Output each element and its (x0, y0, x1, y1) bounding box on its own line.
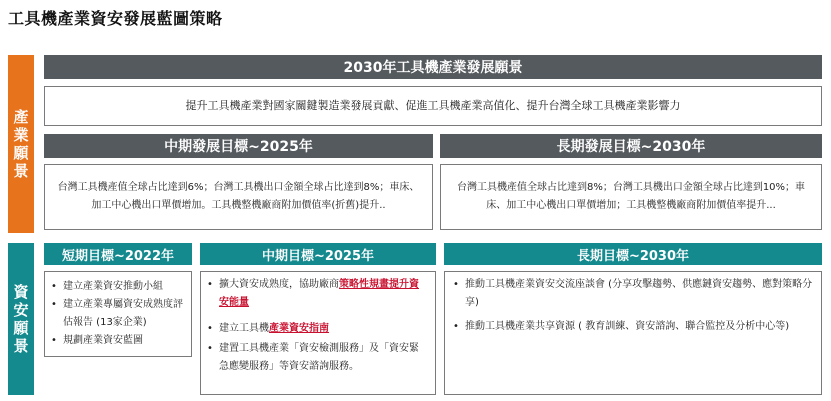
mid-term-item-text: 建置工具機產業「資安檢測服務」及「資安緊急應變服務」等資安諮詢服務。 (219, 343, 419, 372)
security-vision-side-label (8, 243, 34, 395)
mid-development-goal-text: 台灣工具機產值全球占比達到6%；台灣工具機出口金額全球占比達到8%；車床、加工中心機出口單價增加。工具機整機廠商附加價值率(折舊)提升.. (44, 164, 433, 230)
long-term-item: • 推動工具機產業共享資源 ( 教育訓練、資安諮詢、聯合監控及分析中心等) (451, 318, 813, 336)
mid-term-item (205, 320, 427, 338)
short-term-item: • 建立產業資安推動小組 (49, 278, 185, 296)
mid-term-item-highlight: 策略性規畫提升資安能量 (219, 279, 419, 308)
mid-term-item (205, 340, 427, 376)
mid-term-goal-box (200, 271, 436, 395)
short-term-item: • 規劃產業資安藍圖 (49, 332, 185, 350)
mid-term-item (205, 276, 427, 312)
long-term-goal-header: 長期目標~2030年 (444, 243, 822, 265)
industry-vision-side-label (8, 55, 34, 233)
mid-term-item-text: 建立工具機 (219, 323, 269, 334)
vision-2030-text: 提升工具機產業對國家關鍵製造業發展貢獻、促進工具機產業高值化、提升台灣全球工具機產業影響力 (44, 86, 822, 126)
mid-term-item-text: 擴大資安成熟度，協助廠商 (219, 279, 339, 290)
security-vision-side-text: 資安願景 (13, 283, 29, 355)
short-term-goal-box (44, 271, 192, 357)
page-title: 工具機產業資安發展藍圖策略 (8, 9, 223, 28)
long-term-goal-box (444, 271, 822, 395)
vision-2030-header: 2030年工具機產業發展願景 (44, 55, 822, 79)
long-term-item: • 推動工具機產業資安交流座談會 (分享攻擊趨勢、供應鏈資安趨勢、應對策略分享) (451, 276, 813, 312)
long-development-goal-header: 長期發展目標~2030年 (440, 134, 822, 158)
short-term-goal-header: 短期目標~2022年 (44, 243, 192, 265)
mid-term-goal-header: 中期目標~2025年 (200, 243, 436, 265)
mid-term-item-highlight: 產業資安指南 (269, 323, 329, 334)
short-term-item: • 建立產業專屬資安成熟度評估報告 (13家企業) (49, 296, 185, 332)
industry-vision-side-text: 產業願景 (13, 108, 29, 180)
mid-development-goal-header: 中期發展目標~2025年 (44, 134, 433, 158)
long-development-goal-text: 台灣工具機產值全球占比達到8%；台灣工具機出口金額全球占比達到10%；車床、加工中心機出口單價增加；工具機整機廠商附加價值率提升... (440, 164, 822, 230)
